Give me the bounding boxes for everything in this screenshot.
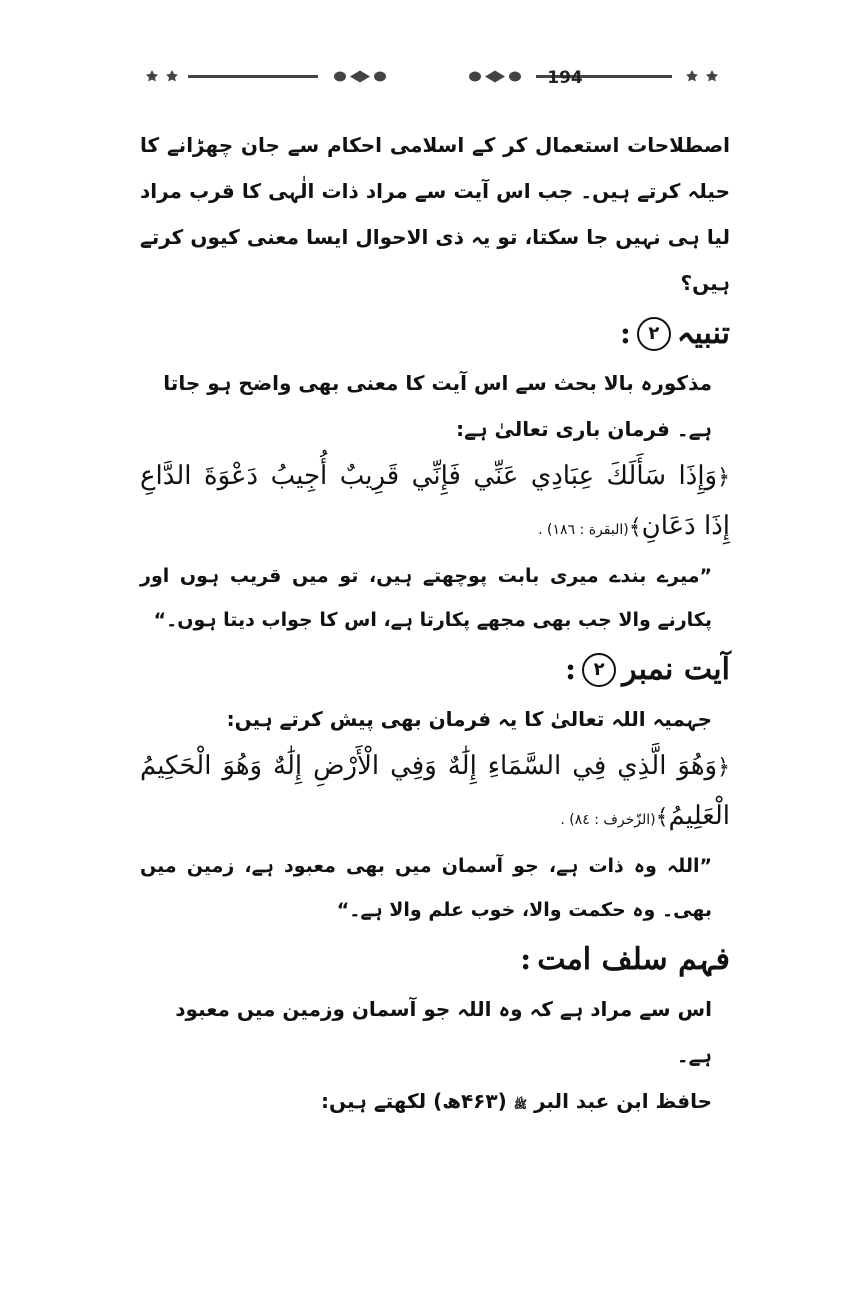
section-heading-tanbeeh: [140, 312, 730, 356]
verse-open-bracket: ﴿: [717, 755, 730, 780]
verse-text: وَهُوَ الَّذِي فِي السَّمَاءِ إِلَٰهٌ وَفِي الْأَرْضِ إِلَٰهٌ وَهُوَ الْحَكِيمُ الْعَلِيمُ: [140, 751, 730, 831]
scholar-name: حافظ ابن عبد البر: [533, 1089, 712, 1113]
verse-open-bracket: ﴿: [717, 465, 730, 490]
diamond-ornament: [485, 71, 505, 83]
heading-text: تنبیہ: [676, 316, 730, 351]
number-badge: ۲: [637, 317, 671, 351]
verse-reference: (الزّخرف : ٨٤) .: [560, 812, 656, 828]
heading-text: آیت نمبر: [622, 652, 730, 687]
oval-ornament: [334, 72, 346, 82]
verse-reference: (البقرة : ١٨٦) .: [538, 522, 629, 538]
section3-line2: [140, 1078, 730, 1128]
star-icon: [706, 70, 718, 82]
oval-ornament: [469, 72, 481, 82]
page-header: [140, 62, 730, 92]
oval-ornament: [374, 72, 386, 82]
header-rule: [188, 75, 318, 78]
star-icon: [166, 70, 178, 82]
quran-verse-baqarah: [140, 452, 730, 554]
section-heading-ayat-number: [140, 648, 730, 692]
heading-colon: :: [520, 942, 532, 977]
section2-text: جہمیہ اللہ تعالیٰ کا یہ فرمان بھی پیش کرتے ہیں:: [226, 707, 712, 731]
diamond-ornament: [350, 71, 370, 83]
line-suffix: لکھتے ہیں:: [321, 1089, 427, 1113]
number-badge: ۲: [582, 653, 616, 687]
page-body: [140, 122, 730, 1128]
heading-text: فہم سلف امت: [537, 942, 730, 977]
intro-paragraph: اصطلاحات استعمال کر کے اسلامی احکام سے جان چھڑانے کا حیلہ کرتے ہیں۔ جب اس آیت سے مراد ذات الٰہی کا قرب مراد لیا ہی نہیں جا سکتا، تو یہ ذی الاحوال ایسا معنی کیوں کرتے ہیں؟: [140, 133, 730, 295]
honorific-symbol: ﷺ: [513, 1098, 527, 1111]
section1-text: مذکورہ بالا بحث سے اس آیت کا معنی بھی واضح ہو جاتا ہے۔ فرمان باری تعالیٰ ہے:: [163, 371, 712, 441]
section-heading-fahm-salaf: [140, 938, 730, 982]
oval-ornament: [509, 72, 521, 82]
verse-close-bracket: ﴾: [628, 515, 642, 540]
verse-close-bracket: ﴾: [655, 805, 669, 830]
header-ornament: [140, 62, 730, 92]
section3-line1: اس سے مراد ہے کہ وہ اللہ جو آسمان وزمین میں معبود ہے۔: [175, 997, 712, 1067]
star-icon: [686, 70, 698, 82]
star-icon: [146, 70, 158, 82]
verse-translation: ”اللہ وہ ذات ہے، جو آسمان میں بھی معبود ہے، زمین میں بھی۔ وہ حکمت والا، خوب علم والا ہے۔“: [140, 855, 712, 921]
heading-colon: :: [619, 316, 631, 351]
verse-text: وَإِذَا سَأَلَكَ عِبَادِي عَنِّي فَإِنِّي قَرِيبٌ أُجِيبُ دَعْوَةَ الدَّاعِ إِذَا دَعَانِ: [140, 461, 730, 541]
death-year: (۴۶۳ھ): [433, 1089, 507, 1113]
heading-colon: :: [565, 652, 577, 687]
verse-translation: ”میرے بندے میری بابت پوچھتے ہیں، تو میں قریب ہوں اور پکارنے والا جب بھی مجھے پکارتا ہے، اس کا جواب دیتا ہوں۔“: [140, 565, 712, 631]
page-number: 194: [547, 68, 583, 88]
quran-verse-zukhruf: [140, 742, 730, 844]
